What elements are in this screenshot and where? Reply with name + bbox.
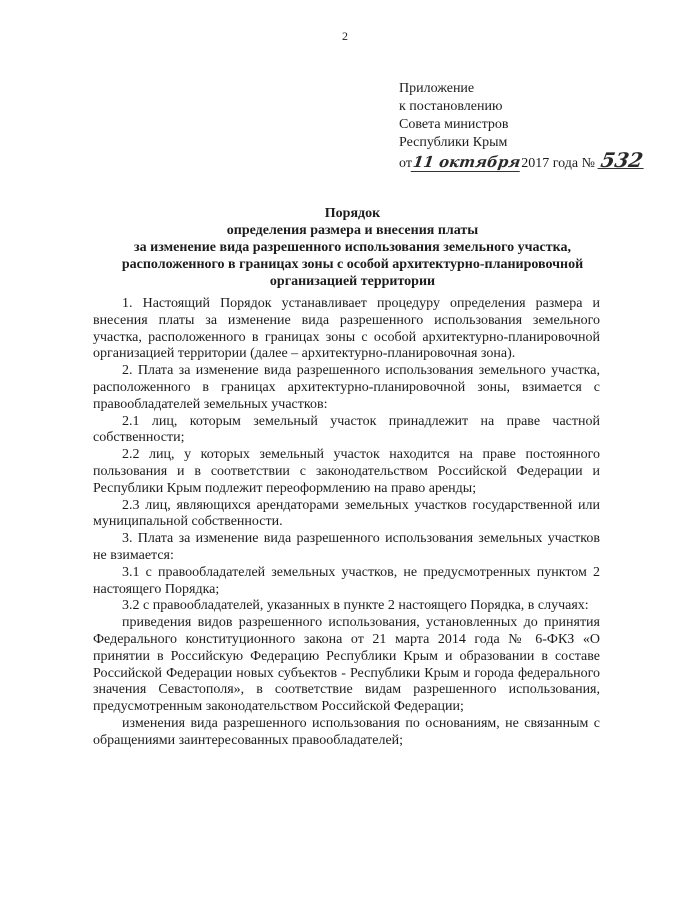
paragraph-2: 2. Плата за изменение вида разрешенного использования земельного участка, расположенного в границах архитектурно-планировочной зоны, взимается с правообладателей земельных участков:: [93, 363, 600, 412]
document-title: [70, 205, 635, 290]
paragraph-case-1: приведения видов разрешенного использования, установленных до принятия Федерального конституционного закона от 21 марта 2014 года № 6-ФКЗ «О принятии в Российскую Федерацию Республики Крым и образовании в составе Российской Федерации новых субъектов - Республики Крым и города федерального значения Севастополя», в соответствие видам разрешенного использования, предусмотренным законодательством Российской Федерации;: [93, 615, 600, 715]
title-line-2: определения размера и внесения платы: [226, 223, 479, 238]
annex-date-line: [399, 148, 645, 173]
handwritten-date: 11 октября: [411, 153, 522, 171]
paragraph-2-1: 2.1 лиц, которым земельный участок принадлежит на праве частной собственности;: [93, 413, 600, 446]
annex-line-3: Совета министров: [399, 117, 509, 132]
title-line-1: Порядок: [324, 206, 381, 221]
title-line-3: за изменение вида разрешенного использования земельного участка,: [134, 240, 571, 255]
annex-block: [399, 80, 645, 173]
paragraph-3-1: 3.1 с правообладателей земельных участков, не предусмотренных пунктом 2 настоящего Порядка;: [93, 564, 600, 597]
date-year: 2017 года №: [521, 156, 595, 171]
title-line-4: расположенного в границах зоны с особой архитектурно-планировочной: [121, 257, 584, 272]
handwritten-resolution-number: 532: [598, 148, 645, 172]
paragraph-3-2: 3.2 с правообладателей, указанных в пункте 2 настоящего Порядка, в случаях:: [122, 598, 589, 614]
page-number: 2: [342, 29, 348, 43]
paragraph-3: 3. Плата за изменение вида разрешенного использования земельных участков не взимается:: [93, 531, 600, 563]
annex-line-1: Приложение: [399, 81, 475, 96]
paragraph-2-3: 2.3 лиц, являющихся арендаторами земельных участков государственной или муниципальной собственности.: [93, 497, 600, 530]
paragraph-1: 1. Настоящий Порядок устанавливает процедуру определения размера и внесения платы за изменение вида разрешенного использования земельного участка, расположенного в границах зоны с особой архитектурно-планировочной организацией территории (далее – архитектурно-планировочная зона).: [93, 296, 600, 362]
annex-line-2: к постановлению: [399, 99, 503, 114]
paragraph-case-2: изменения вида разрешенного использования по основаниям, не связанным с обращениями заинтересованных правообладателей;: [93, 715, 600, 748]
date-prefix: от: [399, 156, 412, 171]
title-line-5: организацией территории: [269, 274, 436, 289]
paragraph-2-2: 2.2 лиц, у которых земельный участок находится на праве постоянного пользования и в соответствии с законодательством Российской Федерации и Республики Крым подлежит переоформлению на право аренды;: [93, 447, 600, 496]
document-body: [93, 296, 600, 750]
annex-line-4: Республики Крым: [399, 135, 508, 150]
